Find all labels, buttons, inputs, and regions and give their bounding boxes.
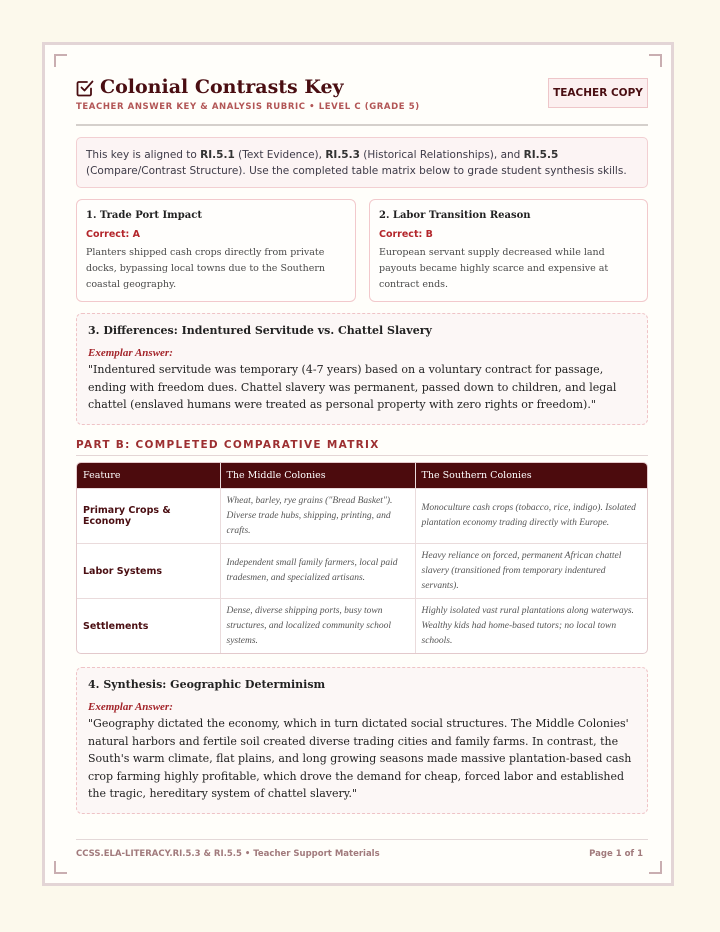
question-card-1: [76, 199, 356, 302]
corner-mark-bottom-left: [54, 861, 67, 874]
southern-colonies-cell: Heavy reliance on forced, permanent African chattel slavery (transitioned from temporary indentured servants).: [415, 544, 647, 599]
section-heading-part-b: PART B: COMPLETED COMPARATIVE MATRIX: [76, 439, 380, 451]
southern-colonies-cell: Monoculture cash crops (tobacco, rice, indigo). Isolated plantation economy trading directly with Europe.: [415, 489, 647, 544]
exemplar-label: Exemplar Answer:: [88, 701, 173, 713]
question-title: 3. Differences: Indentured Servitude vs. Chattel Slavery: [88, 324, 432, 337]
teacher-copy-badge: TEACHER COPY: [548, 78, 648, 108]
page-number: Page 1 of 1: [589, 849, 643, 859]
section-divider: [76, 455, 648, 456]
standard-ri53: RI.5.3: [325, 149, 360, 161]
question-card-4: [76, 667, 648, 814]
matrix-header-row: [77, 463, 647, 489]
column-header: The Middle Colonies: [220, 463, 415, 489]
feature-cell: Settlements: [77, 599, 220, 654]
exemplar-label: Exemplar Answer:: [88, 347, 173, 359]
question-title: 2. Labor Transition Reason: [379, 210, 531, 221]
table-row: [77, 599, 647, 654]
correct-answer: Correct: A: [86, 229, 140, 240]
header: [76, 77, 648, 125]
question-title: 1. Trade Port Impact: [86, 210, 202, 221]
standard-ri51: RI.5.1: [200, 149, 235, 161]
southern-colonies-cell: Highly isolated vast rural plantations along waterways. Wealthy kids had home-based tutors; no local town schools.: [415, 599, 647, 654]
corner-mark-bottom-right: [649, 861, 662, 874]
column-header: Feature: [77, 463, 220, 489]
answer-explanation: European servant supply decreased while land payouts became highly scarce and expensive at contract ends.: [379, 247, 609, 290]
question-card-3: [76, 313, 648, 425]
header-divider: [76, 124, 648, 126]
column-header: The Southern Colonies: [415, 463, 647, 489]
exemplar-answer: "Geography dictated the economy, which in turn dictated social structures. The Middle Colonies' natural harbors and fertile soil created diverse trading cities and family farms. In contrast, the South's warm climate, flat plains, and long growing seasons made massive plantation-based cash crop farming highly profitable, which drove the demand for cheap, forced labor and established the tragic, hereditary system of chattel slavery.": [88, 717, 632, 800]
table-row: [77, 489, 647, 544]
middle-colonies-cell: Dense, diverse shipping ports, busy town structures, and localized community school systems.: [220, 599, 415, 654]
answer-key-sheet: [42, 42, 674, 886]
page-title: Colonial Contrasts Key: [100, 76, 344, 98]
corner-mark-top-left: [54, 54, 67, 67]
table-row: [77, 544, 647, 599]
question-card-2: [369, 199, 648, 302]
check-square-icon: [76, 79, 94, 97]
feature-cell: Labor Systems: [77, 544, 220, 599]
exemplar-answer: "Indentured servitude was temporary (4-7 years) based on a voluntary contract for passage, ending with freedom dues. Chattel slavery was permanent, passed down to children, and legal chattel (enslaved humans were treated as personal property with zero rights or freedom).": [88, 363, 617, 411]
feature-cell: Primary Crops & Economy: [77, 489, 220, 544]
middle-colonies-cell: Independent small family farmers, local paid tradesmen, and specialized artisans.: [220, 544, 415, 599]
standard-ri55: RI.5.5: [523, 149, 559, 161]
footer-divider: [76, 839, 648, 840]
answer-explanation: Planters shipped cash crops directly from private docks, bypassing local towns due to the Southern coastal geography.: [86, 247, 326, 290]
intro-note: This key is aligned to RI.5.1 (Text Evidence), RI.5.3 (Historical Relationships), and RI.5.5 (Compare/Contrast Structure). Use the completed table matrix below to grade student synthesis skills.: [76, 137, 648, 188]
question-title: 4. Synthesis: Geographic Determinism: [88, 678, 326, 691]
correct-answer: Correct: B: [379, 229, 433, 240]
corner-mark-top-right: [649, 54, 662, 67]
middle-colonies-cell: Wheat, barley, rye grains ("Bread Basket"). Diverse trade hubs, shipping, printing, and crafts.: [220, 489, 415, 544]
footer-standards: CCSS.ELA-LITERACY.RI.5.3 & RI.5.5 • Teacher Support Materials: [76, 849, 380, 859]
page-subtitle: TEACHER ANSWER KEY & ANALYSIS RUBRIC • LEVEL C (GRADE 5): [76, 102, 420, 112]
comparative-matrix: [76, 462, 648, 654]
